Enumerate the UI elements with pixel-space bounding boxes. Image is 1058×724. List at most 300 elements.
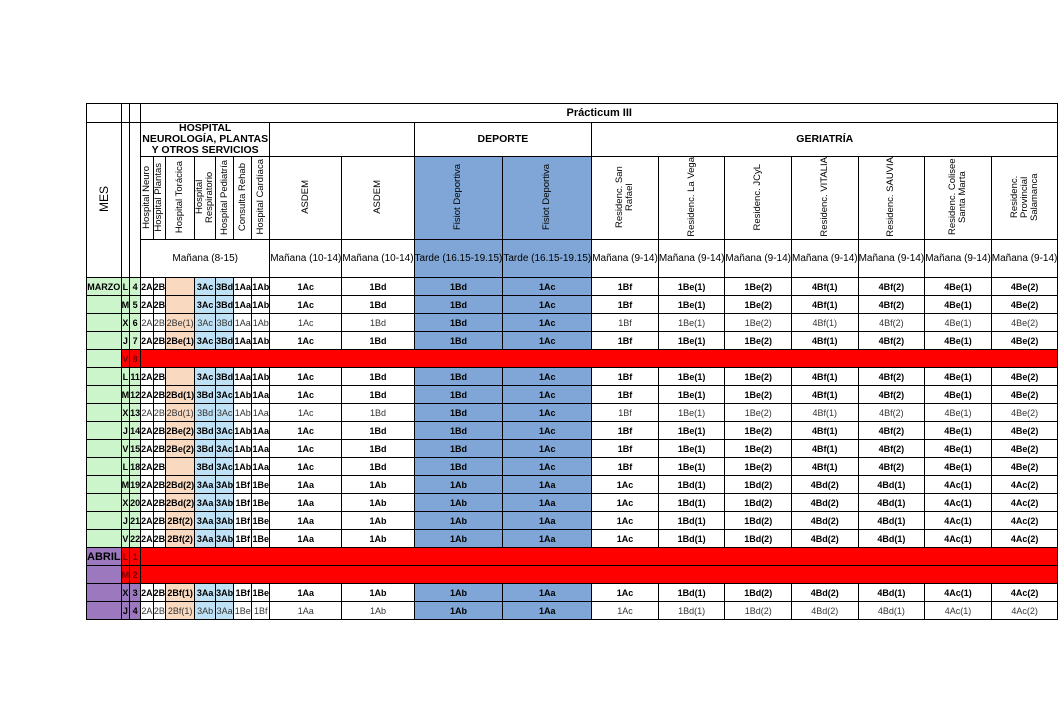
schedule-cell: 2A	[141, 404, 154, 422]
month-cell	[87, 440, 122, 458]
schedule-cell: 3Ab	[216, 512, 234, 530]
schedule-cell: 1Bd(2)	[725, 476, 792, 494]
group-deporte: DEPORTE	[414, 123, 592, 157]
schedule-cell: 4Bf(2)	[858, 440, 925, 458]
schedule-cell: 1Ac	[503, 278, 592, 296]
schedule-cell: 1Ac	[503, 404, 592, 422]
schedule-cell: 3Aa	[195, 494, 216, 512]
schedule-cell: 4Be(2)	[991, 404, 1058, 422]
schedule-cell: 1Aa	[270, 602, 342, 620]
schedule-cell: 4Ac(1)	[925, 512, 992, 530]
month-cell	[87, 422, 122, 440]
schedule-cell: 4Ac(1)	[925, 584, 992, 602]
schedule-cell: 1Ac	[503, 314, 592, 332]
schedule-cell: 1Be(2)	[725, 440, 792, 458]
schedule-cell: 4Be(1)	[925, 458, 992, 476]
schedule-cell: 1Bd	[414, 332, 503, 350]
schedule-cell: 4Bd(2)	[792, 494, 859, 512]
schedule-cell: 4Bf(2)	[858, 368, 925, 386]
schedule-cell: 2B	[153, 458, 166, 476]
schedule-cell: 4Be(1)	[925, 404, 992, 422]
schedule-cell: 4Bd(1)	[858, 530, 925, 548]
shift-asdem-2: Mañana (10-14)	[342, 240, 414, 278]
month-cell	[87, 314, 122, 332]
day-number: 13	[130, 404, 141, 422]
schedule-cell: 1Bd(1)	[658, 512, 725, 530]
schedule-cell: 1Bd	[414, 314, 503, 332]
table-row	[87, 476, 1058, 494]
schedule-cell: 1Aa	[503, 476, 592, 494]
schedule-cell: 2B	[153, 530, 166, 548]
table-row	[87, 512, 1058, 530]
column-header: Fisiot Deportiva	[414, 157, 503, 240]
schedule-cell: 4Ac(2)	[991, 584, 1058, 602]
schedule-cell: 4Bf(2)	[858, 422, 925, 440]
schedule-cell: 1Aa	[270, 476, 342, 494]
schedule-cell: 3Ac	[216, 440, 234, 458]
schedule-cell: 1Be(2)	[725, 314, 792, 332]
schedule-cell: 2A	[141, 584, 154, 602]
day-letter: J	[121, 422, 130, 440]
schedule-cell: 4Bf(2)	[858, 458, 925, 476]
day-letter: X	[121, 584, 130, 602]
shift-deporte-2: Tarde (16.15-19.15)	[503, 240, 592, 278]
schedule-cell: 1Bd	[342, 278, 414, 296]
schedule-cell: 2B	[153, 512, 166, 530]
schedule-cell: 1Bd	[342, 422, 414, 440]
schedule-cell: 1Bf	[234, 512, 252, 530]
schedule-cell: 1Bd	[414, 296, 503, 314]
schedule-cell: 3Ab	[216, 476, 234, 494]
schedule-cell: 3Ac	[195, 314, 216, 332]
month-cell	[87, 602, 122, 620]
schedule-cell: 3Bd	[216, 368, 234, 386]
month-cell	[87, 530, 122, 548]
schedule-cell: 1Bf	[592, 314, 659, 332]
schedule-cell: 4Be(2)	[991, 440, 1058, 458]
schedule-cell: 1Aa	[270, 530, 342, 548]
holiday-band	[141, 350, 1058, 368]
schedule-cell: 4Bf(1)	[792, 368, 859, 386]
schedule-cell: 1Bf	[592, 368, 659, 386]
schedule-cell: 4Bf(1)	[792, 422, 859, 440]
day-letter: X	[121, 314, 130, 332]
day-number: 6	[130, 314, 141, 332]
schedule-cell	[166, 368, 195, 386]
schedule-cell: 1Bf	[592, 386, 659, 404]
day-number: 19	[130, 476, 141, 494]
table-row	[87, 530, 1058, 548]
schedule-cell: 1Bd	[342, 458, 414, 476]
schedule-cell: 1Bd	[342, 368, 414, 386]
schedule-cell: 3Bd	[216, 278, 234, 296]
schedule-cell: 4Bd(1)	[858, 584, 925, 602]
schedule-cell: 1Ab	[414, 494, 503, 512]
day-letter: V	[121, 530, 130, 548]
schedule-cell: 2A	[141, 368, 154, 386]
schedule-cell: 1Bf	[592, 278, 659, 296]
schedule-cell: 1Be	[252, 494, 270, 512]
schedule-cell: 3Bd	[195, 458, 216, 476]
schedule-cell	[166, 296, 195, 314]
schedule-cell: 1Be(1)	[658, 440, 725, 458]
schedule-cell: 3Bd	[195, 422, 216, 440]
table-row	[87, 494, 1058, 512]
schedule-cell: 1Ac	[592, 494, 659, 512]
schedule-cell: 2Bf(1)	[166, 602, 195, 620]
table-row	[87, 422, 1058, 440]
schedule-cell: 1Be(1)	[658, 422, 725, 440]
schedule-cell: 3Ac	[216, 422, 234, 440]
column-header: Hospital Torácica	[166, 157, 195, 240]
schedule-cell: 3Bd	[216, 314, 234, 332]
schedule-cell: 1Aa	[252, 440, 270, 458]
schedule-cell: 1Bd	[414, 278, 503, 296]
schedule-cell: 1Ac	[270, 314, 342, 332]
schedule-cell: 2B	[153, 584, 166, 602]
schedule-cell: 1Aa	[252, 458, 270, 476]
schedule-cell: 1Bd(2)	[725, 602, 792, 620]
day-number: 4	[130, 602, 141, 620]
schedule-cell: 1Bd(2)	[725, 584, 792, 602]
schedule-cell: 4Be(1)	[925, 422, 992, 440]
schedule-cell: 3Ac	[216, 404, 234, 422]
day-number: 7	[130, 332, 141, 350]
day-letter: V	[121, 440, 130, 458]
month-label: ABRIL	[87, 548, 122, 566]
schedule-cell: 2B	[153, 476, 166, 494]
schedule-cell: 2Bf(1)	[166, 584, 195, 602]
schedule-cell: 3Bd	[216, 332, 234, 350]
mes-header: MES	[87, 123, 122, 278]
shift-geriatria-3: Mañana (9-14)	[725, 240, 792, 278]
schedule-cell: 1Be	[252, 584, 270, 602]
day-letter: J	[121, 512, 130, 530]
schedule-cell: 1Ab	[252, 296, 270, 314]
schedule-cell: 1Ac	[503, 422, 592, 440]
schedule-cell: 4Be(1)	[925, 314, 992, 332]
schedule-cell: 4Ac(2)	[991, 602, 1058, 620]
month-cell	[87, 296, 122, 314]
schedule-cell: 1Ab	[414, 584, 503, 602]
schedule-cell: 3Aa	[195, 530, 216, 548]
schedule-cell: 2B	[153, 494, 166, 512]
schedule-cell: 2B	[153, 404, 166, 422]
day-letter: M	[121, 566, 130, 584]
schedule-cell: 1Aa	[252, 404, 270, 422]
schedule-cell: 2Bf(2)	[166, 512, 195, 530]
schedule-cell: 4Be(1)	[925, 278, 992, 296]
schedule-cell: 1Aa	[270, 494, 342, 512]
schedule-cell: 1Be(2)	[725, 422, 792, 440]
month-cell	[87, 350, 122, 368]
schedule-cell: 2B	[153, 314, 166, 332]
table-row	[87, 332, 1058, 350]
schedule-cell: 1Be(2)	[725, 458, 792, 476]
schedule-cell: 1Be(1)	[658, 314, 725, 332]
month-cell	[87, 458, 122, 476]
column-header: Residenc. SAUVIA	[858, 157, 925, 240]
schedule-cell: 2Bf(2)	[166, 530, 195, 548]
schedule-cell: 1Bd	[342, 332, 414, 350]
column-header: Residenc. Colisee Santa Marta	[925, 157, 992, 240]
schedule-cell: 2A	[141, 314, 154, 332]
day-number: 20	[130, 494, 141, 512]
schedule-cell: 4Bd(2)	[792, 530, 859, 548]
schedule-cell: 2A	[141, 512, 154, 530]
schedule-cell: 1Aa	[252, 386, 270, 404]
schedule-cell: 1Ac	[503, 296, 592, 314]
schedule-cell	[166, 278, 195, 296]
month-label: MARZO	[87, 278, 122, 296]
schedule-cell: 1Bf	[592, 296, 659, 314]
schedule-cell: 1Ab	[234, 440, 252, 458]
schedule-cell: 4Be(2)	[991, 368, 1058, 386]
schedule-cell: 1Bf	[592, 332, 659, 350]
schedule-cell: 1Bd	[414, 422, 503, 440]
column-header: Fisiot Deportiva	[503, 157, 592, 240]
schedule-cell: 3Bd	[195, 386, 216, 404]
schedule-cell: 1Aa	[503, 494, 592, 512]
schedule-cell: 1Bd	[414, 458, 503, 476]
schedule-cell: 2Be(1)	[166, 332, 195, 350]
schedule-cell: 1Ac	[270, 404, 342, 422]
column-header: ASDEM	[270, 157, 342, 240]
shift-geriatria-1: Mañana (9-14)	[592, 240, 659, 278]
schedule-cell: 1Be(1)	[658, 296, 725, 314]
day-number: 3	[130, 584, 141, 602]
schedule-cell: 4Ac(2)	[991, 512, 1058, 530]
schedule-cell: 4Be(2)	[991, 296, 1058, 314]
schedule-cell: 1Ab	[234, 386, 252, 404]
schedule-cell: 1Aa	[503, 602, 592, 620]
schedule-cell: 1Ac	[503, 368, 592, 386]
schedule-cell: 1Ac	[592, 476, 659, 494]
schedule-cell: 1Ac	[592, 584, 659, 602]
schedule-cell: 4Be(2)	[991, 278, 1058, 296]
schedule-cell: 1Ab	[414, 512, 503, 530]
schedule-cell: 1Ac	[270, 458, 342, 476]
schedule-cell: 1Ab	[252, 278, 270, 296]
schedule-cell: 1Aa	[503, 584, 592, 602]
schedule-cell: 4Ac(2)	[991, 494, 1058, 512]
schedule-cell: 1Bd(1)	[658, 584, 725, 602]
schedule-cell: 2A	[141, 422, 154, 440]
schedule-cell: 1Be	[252, 512, 270, 530]
schedule-cell: 1Bd	[414, 404, 503, 422]
schedule-cell: 2A	[141, 440, 154, 458]
schedule-cell: 2A	[141, 530, 154, 548]
schedule-cell: 4Bd(1)	[858, 602, 925, 620]
schedule-cell: 3Ab	[216, 584, 234, 602]
schedule-cell: 1Aa	[234, 368, 252, 386]
schedule-cell: 2Be(2)	[166, 422, 195, 440]
schedule-cell: 2A	[141, 494, 154, 512]
table-row	[87, 548, 1058, 566]
shift-geriatria-4: Mañana (9-14)	[792, 240, 859, 278]
table-row	[87, 584, 1058, 602]
schedule-cell: 3Ab	[195, 602, 216, 620]
schedule-cell: 2B	[153, 368, 166, 386]
schedule-cell: 4Bf(2)	[858, 296, 925, 314]
column-header: Hospital Respiratorio	[195, 157, 216, 240]
schedule-cell: 1Ab	[342, 584, 414, 602]
schedule-cell: 4Be(2)	[991, 332, 1058, 350]
schedule-cell: 3Aa	[216, 602, 234, 620]
schedule-cell: 3Aa	[195, 476, 216, 494]
column-header: Hospital Plantas	[153, 157, 166, 240]
schedule-cell: 1Ab	[414, 530, 503, 548]
schedule-cell: 4Be(2)	[991, 422, 1058, 440]
schedule-cell: 4Ac(1)	[925, 494, 992, 512]
table-row	[87, 296, 1058, 314]
column-header: ASDEM	[342, 157, 414, 240]
schedule-cell: 1Bf	[252, 602, 270, 620]
column-header: Hospital Neuro	[141, 157, 154, 240]
column-header: Residenc. VITALIA	[792, 157, 859, 240]
schedule-cell: 1Be(1)	[658, 458, 725, 476]
day-letter: X	[121, 404, 130, 422]
schedule-cell: 1Ac	[592, 530, 659, 548]
shift-asdem-1: Mañana (10-14)	[270, 240, 342, 278]
schedule-cell: 2Bd(1)	[166, 386, 195, 404]
schedule-cell: 1Ab	[342, 494, 414, 512]
schedule-cell: 4Bf(2)	[858, 404, 925, 422]
column-header: Consulta Rehab	[234, 157, 252, 240]
column-header: Residenc. JCyL	[725, 157, 792, 240]
schedule-cell: 4Be(1)	[925, 368, 992, 386]
schedule-cell: 1Ab	[342, 512, 414, 530]
month-cell	[87, 476, 122, 494]
schedule-cell: 2A	[141, 296, 154, 314]
schedule-cell: 1Ac	[270, 386, 342, 404]
schedule-cell: 4Bf(1)	[792, 440, 859, 458]
day-letter: L	[121, 548, 130, 566]
table-row	[87, 440, 1058, 458]
schedule-cell: 4Bf(1)	[792, 278, 859, 296]
schedule-cell: 1Aa	[234, 314, 252, 332]
table-row	[87, 458, 1058, 476]
day-number: 22	[130, 530, 141, 548]
day-letter-header	[121, 123, 130, 278]
day-letter: M	[121, 476, 130, 494]
schedule-cell: 4Bd(2)	[792, 512, 859, 530]
day-letter: L	[121, 368, 130, 386]
schedule-cell: 3Bd	[195, 440, 216, 458]
group-hospital: HOSPITAL NEUROLOGÍA, PLANTAS Y OTROS SERVICIOS	[142, 122, 269, 156]
schedule-cell: 3Bd	[195, 404, 216, 422]
column-header: Hospital Pediatría	[216, 157, 234, 240]
month-cell	[87, 386, 122, 404]
schedule-cell: 1Aa	[503, 530, 592, 548]
schedule-cell: 4Ac(1)	[925, 602, 992, 620]
schedule-cell: 1Ac	[503, 386, 592, 404]
holiday-band	[141, 566, 1058, 584]
schedule-cell: 1Aa	[234, 278, 252, 296]
schedule-cell: 1Be	[234, 602, 252, 620]
schedule-cell: 1Ab	[342, 602, 414, 620]
page-title: Prácticum III	[141, 104, 1058, 123]
schedule-cell: 4Ac(2)	[991, 476, 1058, 494]
schedule-cell: 3Ab	[216, 530, 234, 548]
schedule-cell: 2Bd(1)	[166, 404, 195, 422]
schedule-cell: 4Bf(2)	[858, 278, 925, 296]
schedule-cell: 2B	[153, 278, 166, 296]
schedule-cell: 3Ac	[195, 278, 216, 296]
column-header: Residenc. Provincial Salamanca	[991, 157, 1058, 240]
schedule-cell: 3Aa	[195, 512, 216, 530]
schedule-cell: 4Be(1)	[925, 386, 992, 404]
schedule-cell: 4Ac(2)	[991, 530, 1058, 548]
schedule-cell: 1Be(2)	[725, 386, 792, 404]
day-number-header	[130, 123, 141, 278]
table-row	[87, 314, 1058, 332]
schedule-cell: 4Bf(1)	[792, 296, 859, 314]
schedule-cell: 4Bd(1)	[858, 494, 925, 512]
month-cell	[87, 584, 122, 602]
schedule-cell: 2Bd(2)	[166, 494, 195, 512]
schedule-cell: 1Bf	[592, 458, 659, 476]
day-letter: M	[121, 386, 130, 404]
schedule-cell: 2B	[153, 602, 166, 620]
schedule-cell: 1Bd(1)	[658, 494, 725, 512]
day-letter: J	[121, 332, 130, 350]
schedule-cell: 1Ab	[342, 476, 414, 494]
day-letter: L	[121, 278, 130, 296]
schedule-cell: 1Ac	[503, 440, 592, 458]
shift-deporte-1: Tarde (16.15-19.15)	[414, 240, 503, 278]
schedule-cell: 1Be(1)	[658, 332, 725, 350]
schedule-cell: 1Aa	[270, 584, 342, 602]
schedule-cell: 1Bf	[592, 404, 659, 422]
schedule-cell: 1Ac	[270, 296, 342, 314]
shift-geriatria-2: Mañana (9-14)	[658, 240, 725, 278]
schedule-cell: 1Aa	[503, 512, 592, 530]
schedule-cell: 1Bf	[592, 440, 659, 458]
schedule-cell: 3Ac	[195, 368, 216, 386]
schedule-cell: 1Ab	[414, 602, 503, 620]
schedule-cell: 4Bf(1)	[792, 332, 859, 350]
schedule-cell: 1Be(2)	[725, 404, 792, 422]
schedule-cell: 1Bd(1)	[658, 530, 725, 548]
schedule-cell: 1Ab	[252, 314, 270, 332]
schedule-cell: 1Be(1)	[658, 404, 725, 422]
table-row	[87, 350, 1058, 368]
schedule-cell: 4Be(1)	[925, 296, 992, 314]
schedule-cell: 1Bd	[342, 314, 414, 332]
schedule-cell: 1Be(2)	[725, 368, 792, 386]
schedule-cell: 1Bd	[342, 296, 414, 314]
schedule-cell: 3Ac	[216, 458, 234, 476]
day-number: 2	[130, 566, 141, 584]
schedule-cell: 4Be(2)	[991, 458, 1058, 476]
table-row	[87, 404, 1058, 422]
schedule-cell: 1Ab	[234, 458, 252, 476]
schedule-cell: 1Aa	[234, 296, 252, 314]
schedule-cell: 3Bd	[216, 296, 234, 314]
schedule-cell: 1Ab	[252, 368, 270, 386]
schedule-cell: 1Ac	[592, 512, 659, 530]
column-header: Residenc. San Rafael	[592, 157, 659, 240]
day-number: 4	[130, 278, 141, 296]
schedule-cell: 1Ab	[414, 476, 503, 494]
schedule-cell: 2A	[141, 602, 154, 620]
schedule-cell: 2B	[153, 332, 166, 350]
schedule-cell: 1Ac	[270, 440, 342, 458]
schedule-cell: 1Be(2)	[725, 332, 792, 350]
schedule-cell: 2B	[153, 440, 166, 458]
schedule-cell: 1Ab	[252, 332, 270, 350]
